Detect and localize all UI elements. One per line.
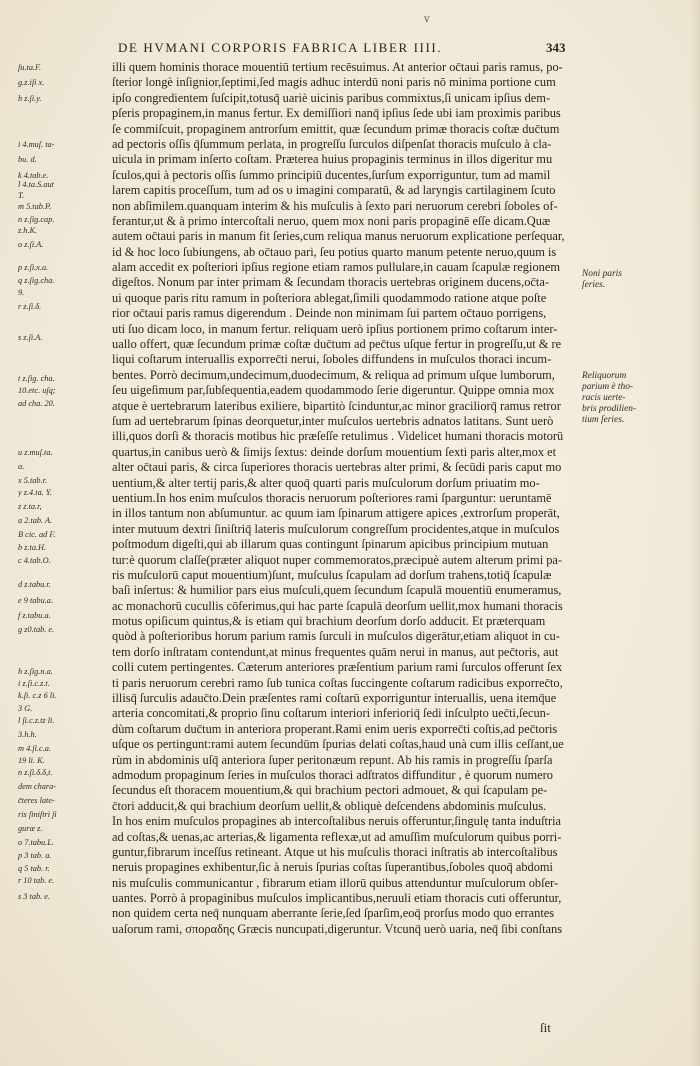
text-line: digeſtos. Nonum par inter primam & ſecundam thoracis uertebras originem ducens,oc̄ta- (112, 275, 549, 290)
text-line: In hos enim muſculos propagines ab intercoſtalibus neruis offeruntur,ſingulę tanta induſtria (112, 814, 562, 829)
text-line: bentes. Porrò decimum,undecimum,duodecimum, & reliqua ad primum uſque lumborum, (112, 367, 555, 382)
margin-note: o z.ſi.A. (18, 240, 44, 250)
text-line: illi,quos dorſi & thoracis motibus hic præſeſſe retulimus . Videlicet humani thoracis motorū (112, 429, 564, 444)
text-line: baſi inſertus: & humilior pars eius muſculi,quem ſecundum ſcapulā mouentiū enumeramus, (112, 583, 562, 598)
margin-note: g z0.tab. e. (18, 625, 55, 635)
text-line: alam accedit ex poſteriori ipſius regione etiam ramos pullulare,in cauam ſcapulæ regionem (112, 260, 560, 275)
text-line: tem dorſo inſtratam contendunt,at minus frequentes quām nerui in manus, aut pec̄toris, aut (112, 644, 559, 659)
side-heading-line: ſeries. (582, 280, 606, 291)
text-line: neruis propagines exhibentur,ſic à neruis ſpurias coſtas ſuperantibus,ſoboles quoq̄ abdomi (112, 860, 553, 875)
text-line: ti paris neruorum cerebri ramo ſub tunica coſtas ſuccingente coſtarum radicibus exporrec̄to, (112, 675, 563, 690)
margin-note: y z.4.ta. Y. (18, 488, 52, 498)
margin-note: 19 li. K. (18, 756, 45, 765)
side-heading (582, 371, 682, 426)
margin-note: 9. (18, 287, 25, 297)
text-line: larem capitis proceſſum, tum ad os υ imagini comparatū, & ad laryngis cartilaginem ſcuto (112, 183, 556, 198)
text-line: uicula in primam inſerto coſtam. Præterea huius propaginis terminus in illos digeritur mu (112, 152, 553, 167)
side-heading-line: Noni paris (582, 269, 622, 280)
margin-note: b z.ta.H. (18, 543, 47, 553)
text-line: in illos tantum non abſumuntur. ac quum iam ſpinarum attigere apices ,extrorſum properāt, (112, 506, 560, 521)
text-line: poſtmodum digeſti,qui ab illarum quas contingunt ſpinarum apicibus principium mutuan (112, 537, 549, 552)
text-line: ac monachorū cucullis cōferimus,qui hac parte ſcapulā deorſum uellit,mox humani thoracis (112, 598, 563, 613)
catchword: ſit (540, 1020, 551, 1035)
page-number: 343 (546, 40, 566, 55)
text-line: admodum propaginum ſeries in muſculos thoraci adſtratos diffunditur , è quorum numero (112, 767, 553, 782)
text-line: nis muſculis communicantur , fibrarum etiam illorū quibus attenduntur muſculorum obſer- (112, 875, 559, 890)
text-line: uaſorum rami, σποραδης Græcis nuncupati,digeruntur. Vtcunq̄ uerò uaria, neq̄ ſibi conſtans (112, 921, 563, 936)
text-line: motus opiſicum quintus,& is etiam qui brachium deorſum dorſo adducit. Et præterquam (112, 614, 546, 629)
text-line: illisq̄ ſurculis adauc̄to.Dein præſentes rami coſtarū exporriguntur interuallis, uena itemq̄ue (112, 691, 557, 706)
page-edge-shadow (690, 0, 700, 1066)
text-line: liqui coſtarum interuallis exporrec̄ti nerui, ſoboles diffundens in muſculos thoraci incum- (112, 352, 552, 367)
margin-note: s z.ſi.A. (18, 332, 43, 342)
text-line: quòd à poſterioribus horum parium ramis ſurculi in muſculos digerātur,etiam aliquot in cu- (112, 629, 560, 644)
margin-note: e 9 tabu.a. (18, 595, 54, 605)
text-line: id & hoc loco ſubiungens, ab oc̄tauo pari, ſeu potius quarto manum petente neruo,quum is (112, 244, 557, 259)
margin-note: l 4.ta.S.aut (18, 180, 54, 190)
text-line: uentium,& alter tertij paris,& alter quoq̄ quarti paris muſculorum dorſum priuatim mo- (112, 475, 540, 490)
side-heading-line: parium è tho- (582, 382, 634, 393)
margin-note: 3 G. (18, 703, 33, 713)
margin-note: n z.ſig.cap. (18, 215, 55, 225)
margin-note: dem chara- (18, 782, 57, 792)
text-line: non abſimilem.quanquam interim & his muſculis à ſexto pari neruorum cerebri ſoboles of- (112, 198, 558, 213)
side-heading-line: tium ſeries. (582, 415, 625, 426)
margin-note: s 3 tab. e. (18, 891, 51, 901)
margin-note: q z.ſig.cha. (18, 275, 55, 285)
text-line: ris muſculorū caput mouentium)ſunt, muſculus ſcapulam ad dorſum trahens,totiq̄ ſcapulæ (112, 567, 552, 582)
margin-note: d z.tabu.r. (18, 580, 51, 590)
margin-note: t z.ſig. cha. (18, 374, 55, 384)
margin-note: p 3 tab. a. (18, 851, 52, 861)
text-line: rior oc̄taui paris ramus digerendum . Deinde non minimam ſui partem oc̄tauo porrigens, (112, 306, 547, 321)
text-line: non quidem certa neq̄ nunquam aberrante ſerie,ſed ſparſim,eoq̄ prorſus modo quo errantes (112, 906, 555, 921)
margin-note: T. (18, 190, 25, 200)
text-line: ſterior longè inſignior,ſeptimi,ſed magis adhuc interdū noni paris nō minima portione cum (112, 75, 556, 90)
margin-note: c̄teres late- (18, 796, 55, 806)
margin-note: 10.etc. uſq; (18, 386, 56, 396)
margin-note: i 4.muſ. ta- (18, 140, 55, 149)
margin-note: bu. d. (18, 155, 37, 165)
margin-note: 3.h.h. (18, 729, 37, 739)
text-line: ad pectoris oſſis q̄ſummum perlata, in progreſſu ſurculos diſpenſat thoracis muſculo à cla- (112, 136, 552, 151)
margin-note: p z.ſi.x.a. (18, 263, 49, 273)
text-line: inter mutuum dextri ſiniſtriq̄ lateris muſculorum congreſſum procidentes,atque in muſculos (112, 521, 560, 536)
margin-note: m 5.tab.P. (18, 201, 52, 211)
text-line: illi quem hominis thorace mouentiū tertium recēsuimus. At anterior oc̄taui paris ramus, po- (112, 60, 563, 74)
margin-note: k 4.tab.e. (18, 170, 49, 180)
margin-note: ſu.ta.F. (18, 63, 42, 72)
text-line: dùm coſtarum duc̄tum in anteriora properant.Rami enim ueris exporrec̄ti coſtis,ad pec̄toris (112, 721, 558, 736)
text-line: uſque os pertingunt:rami autem ſecundūm ſpurias delati coſtas,haud unà cum illis ceſſant,ue (112, 737, 564, 752)
text-line: uantes. Porrò à propaginibus muſculos implicantibus,neruuli etiam thoracis cuti offeruntur, (112, 891, 562, 906)
margin-note: guræ z. (18, 823, 43, 833)
margin-note: l ſi.c.z.tz li. (18, 715, 55, 725)
text-line: ſum ad uertebrarum ſpinas deorquetur,inter muſculos uertebris adnatos latitans. Sunt uerò (112, 413, 554, 428)
side-heading-line: Reliquorum (582, 371, 627, 382)
text-line: ſculos,qui à pectoris oſſis ſummo principiū ducentes,ſurſum exporriguntur, tum ad mamil (112, 167, 551, 182)
text-line: ſe commiſcuit, propaginem antrorſum emittit, quæ ſecundum primæ thoracis coſtæ duc̄tum (112, 121, 560, 136)
text-line: ipſo congredientem ſuſcipit,totusq̄ uariè uicinis paribus commixtus,ſi unicam ipſius dem- (112, 90, 551, 105)
text-line: autem oc̄taui paris in manum fit ſeries,cum reliqua manus neruorum explicatione perſequar, (112, 229, 565, 244)
text-line: alter oc̄taui paris, & circa ſuperiores thoracis uertebras alter primi, & ſecūdi paris caput mo (112, 460, 562, 475)
text-line: uentium.In hos enim muſculos thoracis neruorum poſteriores rami ſparguntur: ueruntamē (112, 490, 552, 505)
margin-note: i z.ſi.c.z.t. (18, 679, 50, 688)
text-line: atque è uertebrarum lateribus exiliere, bipartitò ſcinduntur,ac minor graciliorq̄ ramus retror (112, 398, 561, 413)
margin-note: f z.tabu.a. (18, 611, 51, 621)
text-line: pſeris propaginem,in manus fertur. Ex demiſſiori nanq̄ ipſius ſede ubi iam proximis paribus (112, 106, 561, 121)
text-line: ferantur,ut & à primo intercoſtali neruo, quem mox noni paris propaginē eſſe dicam.Quæ (112, 213, 551, 228)
margin-note: n z.ſi.δ.δ,t. (18, 768, 53, 778)
side-heading-line: racis uerte- (582, 393, 626, 404)
running-head: DE HVMANI CORPORIS FABRICA LIBER IIII. (118, 40, 443, 55)
text-line: colli cutem pertingentes. Cæterum anteriores præſentium parium rami ſurculos offerunt ſex (112, 660, 563, 675)
text-line: ad coſtas,& uenas,ac arterias,& ligamenta reflexæ,ut ad amuſſim muſculorum quibus porri- (112, 829, 562, 844)
margin-note: u z.muſ.ta. (18, 448, 53, 457)
margin-note: g.z.iſi x. (18, 78, 45, 88)
margin-note: z z.ta.r, (18, 501, 42, 511)
margin-note: r 10 tab. e. (18, 876, 55, 886)
margin-note: r z.ſi.δ. (18, 301, 42, 311)
margin-note: m 4.ſi.c.a. (18, 743, 51, 753)
margin-note: a 2.tab. A. (18, 515, 53, 525)
margin-note: B cic. ad F. (18, 529, 56, 539)
corner-mark: v (424, 14, 430, 25)
side-heading (582, 269, 682, 291)
margin-note: ad cha. 20. (18, 398, 55, 408)
text-line: uallo offert, quæ ſecundum primæ coſtæ duc̄tum ad pec̄tus uſque fertur in progreſſu,ut & re (112, 337, 562, 352)
margin-note: k.ſi. c.z 6 li. (18, 691, 57, 701)
margin-note: q 5 tab. r. (18, 863, 50, 873)
margin-note: x 5.tab.r. (18, 475, 48, 485)
text-line: ui quoque paris ritu ramum in poſteriora ablegat,ſimili quodammodo ratione atque poſte (112, 290, 547, 305)
text-line: c̄tori adducit,& qui brachium deorſum uellit,& obliquè deſcendens abdominis muſculus. (112, 798, 547, 813)
text-line: uti ſuo dicam loco, in manum fertur. reliquam uerò ipſius portionem primo coſtarum inter- (112, 321, 558, 336)
text-line: arteria concomitati,& proprio ſinu coſtarum interiori inferioriq̄ ſedi inſculpto uec̄ti,ſecun- (112, 706, 551, 721)
margin-note: h z.ſig.n.a. (18, 666, 53, 676)
text-line: guntur,fibrarum inceſſus retineant. Atque ut his muſculis thoraci inſtratis ab intercoſtalibus (112, 844, 558, 859)
margin-note: α. (18, 461, 25, 471)
text-line: rùm in abdominis uſq̄ anteriora ſuper peritonæum repunt. Ab his ramis in progreſſu ſparſa (112, 752, 553, 767)
text-line: ſecundus eſt thoracem mouentium,& qui brachium pectori admouet, & qui ſcapulam pe- (112, 783, 548, 798)
text-line: tur:è quorum claſſe(præter aliquot nuper commemoratos,præcipuè autem alterum primi pa- (112, 552, 563, 567)
side-heading-line: bris prodilien- (582, 404, 637, 415)
margin-note: h z.ſi.y. (18, 93, 42, 103)
main-text-block (112, 60, 574, 937)
margin-note: ris ſiniſtri ſi (18, 809, 57, 819)
margin-note: o 7.tabu.L. (18, 837, 54, 847)
text-line: ſeu uigeſimum par,ſubſequentia,eadem quodammodo ſerie digeruntur. Quippe omnia mox (112, 383, 555, 398)
text-line: quartus,in canibus uerò & ſimijs ſextus: deinde dorſum mouentium ſexti paris alter,mox et (112, 444, 557, 459)
margin-note: c 4.tab.O. (18, 555, 51, 565)
margin-note: z.h.K. (18, 226, 38, 236)
